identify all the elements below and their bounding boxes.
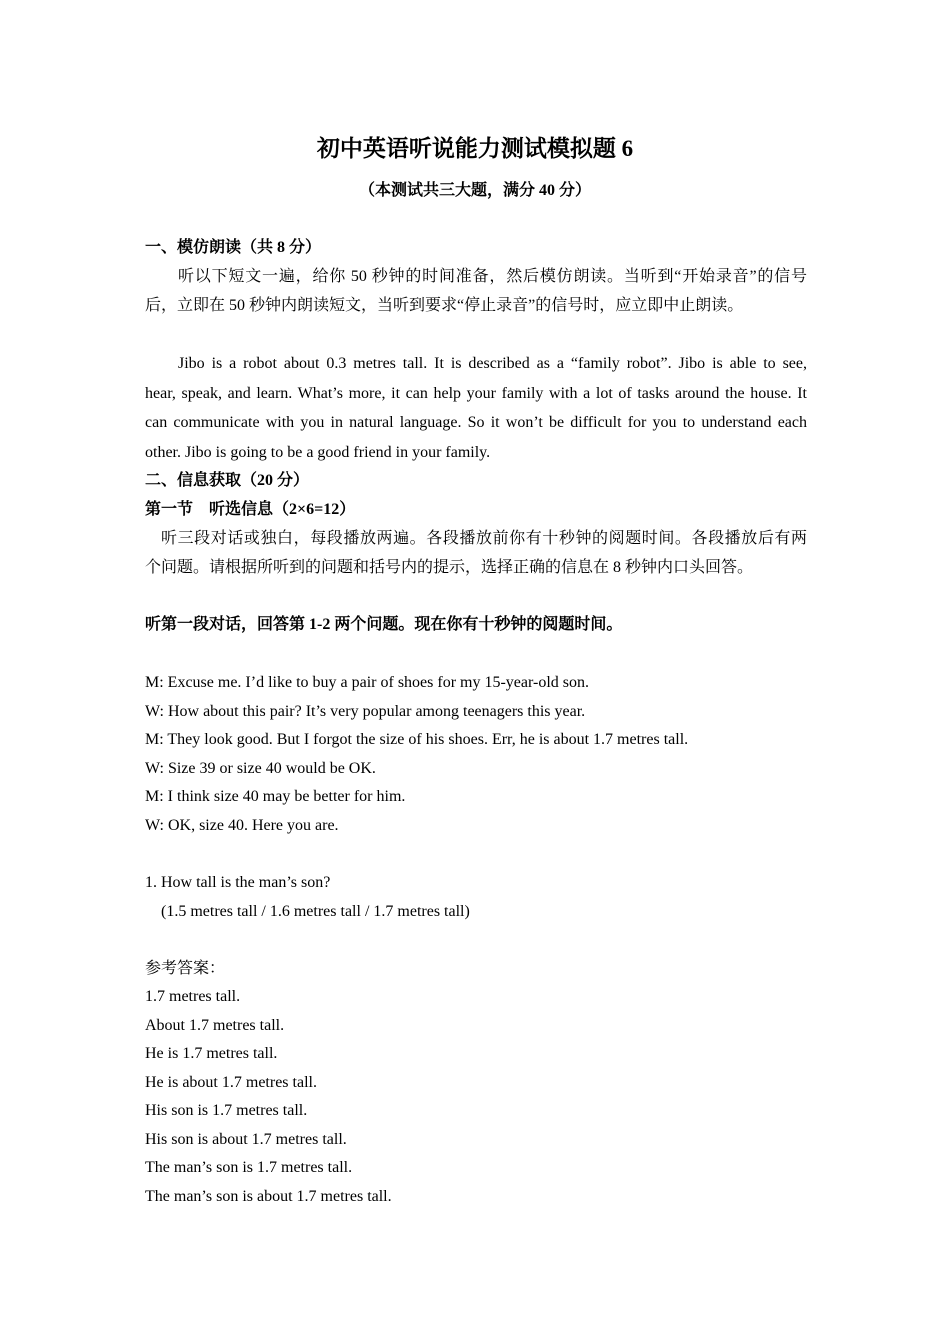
passage-line: hear, speak, and learn. What’s more, it can help your family with a lot of tasks around the house. It [145, 385, 807, 402]
answer-line: His son is about 1.7 metres tall. [145, 1131, 347, 1148]
section1-heading: 第一节 听选信息（2×6=12） [145, 501, 356, 518]
part2-instruction-line: 听三段对话或独白，每段播放两遍。各段播放前你有十秒钟的阅题时间。各段播放后有两 [161, 530, 807, 547]
dialogue-line: M: Excuse me. I’d like to buy a pair of shoes for my 15-year-old son. [145, 674, 590, 691]
answer-line: 1.7 metres tall. [145, 988, 241, 1005]
page-title: 初中英语听说能力测试模拟题 6 [316, 136, 634, 161]
part1-instruction-line: 后，立即在 50 秒钟内朗读短文，当听到要求“停止录音”的信号时，应立即中止朗读。 [145, 297, 744, 314]
passage-line: Jibo is a robot about 0.3 metres tall. It is described as a “family robot”. Jibo is able to see, [178, 355, 807, 372]
dialogue-line: M: I think size 40 may be better for him. [145, 788, 406, 805]
answer-line: He is about 1.7 metres tall. [145, 1074, 317, 1091]
part1-heading: 一、模仿朗读（共 8 分） [145, 239, 322, 256]
answer-line: The man’s son is about 1.7 metres tall. [145, 1188, 392, 1205]
answer-line: About 1.7 metres tall. [145, 1017, 285, 1034]
passage-line: other. Jibo is going to be a good friend in your family. [145, 444, 491, 461]
part1-instruction-line: 听以下短文一遍，给你 50 秒钟的时间准备，然后模仿朗读。当听到“开始录音”的信号 [178, 268, 807, 285]
dialogue-line: W: OK, size 40. Here you are. [145, 817, 339, 834]
page-subtitle: （本测试共三大题，满分 40 分） [358, 182, 591, 199]
dialogue-line: W: Size 39 or size 40 would be OK. [145, 760, 376, 777]
dialogue-line: W: How about this pair? It’s very popular among teenagers this year. [145, 703, 586, 720]
answer-line: His son is 1.7 metres tall. [145, 1102, 308, 1119]
dialogue1-prompt: 听第一段对话，回答第 1-2 两个问题。现在你有十秒钟的阅题时间。 [145, 616, 623, 633]
part2-instruction-line: 个问题。请根据所听到的问题和括号内的提示，选择正确的信息在 8 秒钟内口头回答。 [145, 559, 754, 576]
passage-line: can communicate with you in natural language. So it won’t be difficult for you to understand each [145, 414, 807, 431]
answer-label: 参考答案： [145, 960, 226, 977]
part2-heading: 二、信息获取（20 分） [145, 472, 310, 489]
question-1: 1. How tall is the man’s son? [145, 874, 331, 891]
answer-line: The man’s son is 1.7 metres tall. [145, 1159, 353, 1176]
answer-line: He is 1.7 metres tall. [145, 1045, 278, 1062]
dialogue-line: M: They look good. But I forgot the size of his shoes. Err, he is about 1.7 metres tall. [145, 731, 689, 748]
question-1-options: (1.5 metres tall / 1.6 metres tall / 1.7 metres tall) [161, 903, 470, 920]
